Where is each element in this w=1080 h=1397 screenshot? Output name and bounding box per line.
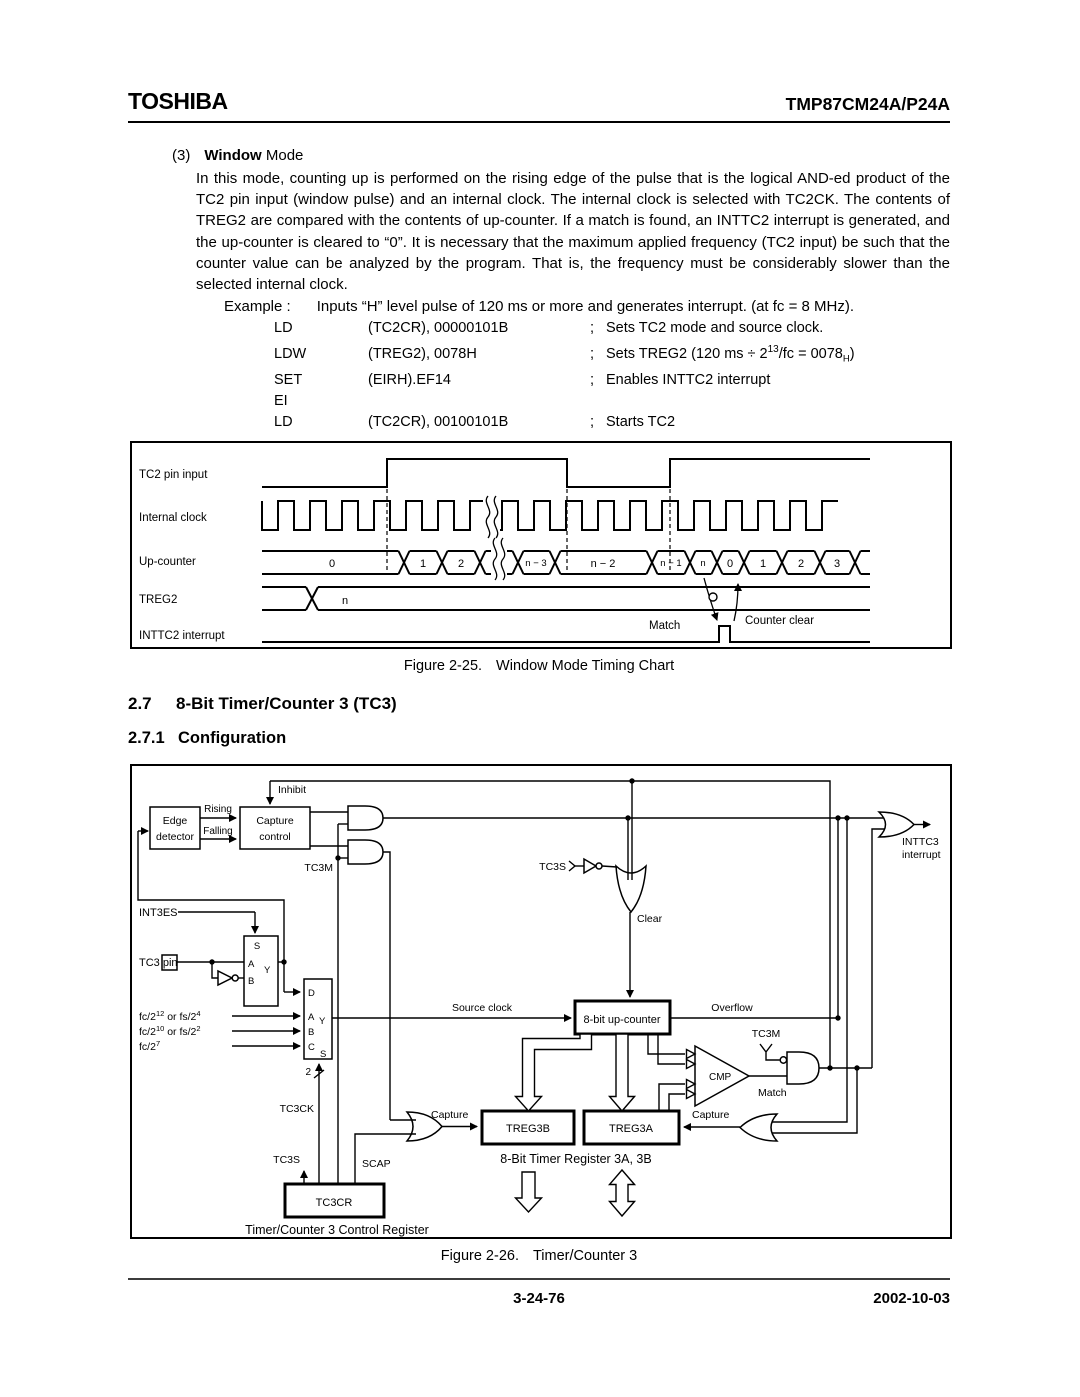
toshiba-logo: TOSHIBA [128,88,228,114]
figure-label: Figure 2-25. [403,657,483,674]
timer-register-caption: 8-Bit Timer Register 3A, 3B [500,1151,652,1166]
cmp-input-chevron [687,1049,696,1058]
subsection-number: (3) [172,147,191,164]
falling-label: Falling [203,825,233,837]
counter-value: 1 [759,557,767,570]
comment: Enables INTTC2 interrupt [606,371,771,388]
section-title: Configuration [178,728,287,747]
rising-label: Rising [204,803,232,815]
int3es-label: INT3ES [139,906,178,919]
match-label: Match [758,1086,787,1099]
capture-label: Capture [431,1108,469,1121]
mnemonic: LDW [274,346,307,363]
treg3a-label: TREG3A [608,1122,654,1135]
counter-clear-label: Counter clear [745,614,815,627]
counter-value: 2 [797,557,805,570]
tc3m-label: TC3M [304,861,333,874]
code-row [274,318,950,339]
subsection-heading-window-mode [172,147,950,164]
row-label-treg2: TREG2 [139,593,178,606]
counter-value: n − 2 [590,557,616,570]
comment-superscript: 13 [767,344,779,356]
clock-option-c: $fc/2^7$ [139,1038,161,1053]
comment-separator: ; [590,371,595,388]
subsection-title-rest: Mode [261,147,304,164]
mux2-pin-y: Y [319,1015,326,1027]
section-number: 2.7.1 [128,728,165,747]
treg2-crossover [306,585,318,612]
capture-control-label: Capture [256,814,294,827]
mux1-box [244,936,278,1006]
operand: (TC2CR), 00000101B [368,320,509,337]
section-heading-2-7 [128,694,950,714]
example-text: Inputs “H” level pulse of 120 ms or more and generates interrupt. (at fc = 8 MHz). [316,298,855,316]
treg3a-bus-arrow [610,1170,635,1216]
body-paragraph: In this mode, counting up is performed on the rising edge of the pulse that is the logical AND-ed product of the TC2 pin input (window pulse) and an internal clock. The internal clock is selected with TC2CK. The contents of TREG2 are compared with the contents of up-counter. If a match is found, an INTTC2 interrupt is generated, and the up-counter is cleared to “0”. It is necessary that the maximum applied frequency (TC2 input) be such that the counter value can be analyzed by the program. That is, the frequency must be considerably slower than the selected internal clock. [196,170,950,294]
comment-separator: ; [590,413,595,430]
inttc3-label: interrupt [902,848,941,861]
clear-or-gate [616,866,646,912]
clock-option-a: $fc/2^{12}$ or $fs/2^4$ [139,1008,201,1023]
mnemonic: LD [274,413,293,430]
match-and-gate [787,1052,819,1084]
edge-detector-label: Edge [162,814,188,827]
comment: ) [849,346,855,363]
comment: Starts TC2 [606,413,676,430]
example-line [224,296,950,317]
row-label-inttc2: INTTC2 interrupt [139,629,225,642]
comment-subscript: H [842,353,850,365]
figure-2-25 [130,441,950,649]
inttc3-or-gate [879,812,914,837]
figure-label: Figure 2-26. [440,1247,519,1264]
code-row [274,370,950,391]
counter-value: n − 3 [525,557,547,569]
source-clock-label: Source clock [451,1001,513,1014]
match-node-circle [709,593,717,601]
comment: Sets TC2 mode and source clock. [606,320,824,337]
section-heading-2-7-1 [128,729,950,748]
overflow-label: Overflow [711,1001,753,1014]
mux1-pin-y: Y [264,964,271,976]
comment: /fc = 0078 [778,346,843,363]
mux2-pin-d: D [308,987,315,999]
cmp-input-chevron [687,1079,696,1088]
figure-title: Timer/Counter 3 [532,1247,638,1264]
window-mode-timing-chart [130,441,952,649]
clear-label: Clear [637,912,663,925]
figure-title: Window Mode Timing Chart [496,657,675,674]
treg3b-bus-arrow [516,1172,542,1212]
treg2-value: n [342,594,349,607]
comment: Sets TREG2 (120 ms ÷ 2 [606,346,768,363]
mux1-pin-s: S [253,940,261,952]
tc3s-label: TC3S [273,1153,300,1166]
up-counter-label: 8-bit up-counter [583,1013,661,1026]
figure-2-25-caption [128,658,950,674]
mnemonic: EI [274,392,288,409]
row-labels [139,469,225,642]
comment-separator: ; [590,346,595,363]
mux2-pin-a: A [308,1011,315,1023]
mux1-pin-b: B [248,975,255,987]
counter-value: 0 [328,557,336,570]
mux2-pin-s: S [320,1048,327,1060]
example-label: Example : [224,298,291,316]
counter-transitions [399,549,861,576]
figure-2-26 [130,764,950,1239]
page-number: 3-24-76 [513,1290,565,1307]
cmp-input-chevron [687,1089,696,1098]
page-header [128,88,950,123]
tc3cr-label: TC3CR [315,1196,353,1209]
tc3ck-label: TC3CK [279,1102,314,1115]
diagram-labels [139,784,941,1237]
mux2-pin-c: C [308,1041,315,1053]
counter-value: n − 1 [660,557,682,569]
page-footer [128,1278,950,1307]
row-label-counter: Up-counter [139,555,196,568]
inverter-bubble [596,863,602,869]
part-number: TMP87CM24A/P24A [785,94,950,114]
inhibit-label: Inhibit [278,783,307,796]
cmp-label: CMP [709,1071,732,1083]
code-row [274,339,950,370]
section-title: 8-Bit Timer/Counter 3 (TC3) [176,693,397,713]
tc2-pin-waveform [262,459,870,487]
counter-value: 2 [457,557,465,570]
mnemonic: LD [274,320,293,337]
match-and-bubble [780,1057,786,1063]
subsection-title-bold: Window [204,147,262,164]
operand: (EIRH).EF14 [368,371,451,388]
row-label-tc2: TC2 pin input [139,468,208,481]
counter-value: n [700,557,706,569]
and-gate [348,840,383,864]
capture-label: Capture [692,1108,730,1121]
tc3-pin-label: TC3 pin [139,956,178,969]
cmp-input-chevron [687,1059,696,1068]
bus-width-label: 2 [305,1066,311,1078]
counter-value: 0 [726,557,734,570]
figure-2-26-caption [128,1248,950,1264]
mnemonic: SET [274,371,303,388]
mux2-pin-b: B [308,1026,315,1038]
tc3s-label: TC3S [539,860,566,873]
code-row [274,391,950,412]
tc3cr-caption: Timer/Counter 3 Control Register [245,1222,429,1237]
edge-detector-label: detector [156,830,194,843]
scap-label: SCAP [362,1157,391,1170]
capture-or-gate-right [740,1114,777,1141]
timer-counter3-diagram [130,764,952,1239]
section-number: 2.7 [128,693,152,713]
counter-to-treg3b-arrow [516,1034,592,1111]
operand: (TC2CR), 00100101B [368,413,509,430]
internal-clock-waveform [262,501,838,530]
clock-option-b: $fc/2^{10}$ or $fs/2^2$ [139,1023,201,1038]
treg3b-label: TREG3B [505,1122,551,1135]
inttc3-label: INTTC3 [902,835,939,848]
code-listing [274,318,950,433]
tc3m-label: TC3M [751,1027,781,1040]
operand: (TREG2), 0078H [368,346,477,363]
counter-to-treg3a-arrow [610,1034,635,1111]
inverter-gate [218,971,232,985]
counter-value: 3 [833,557,841,570]
mux1-pin-a: A [248,958,255,970]
inverter-bubble [232,975,238,981]
comment-separator: ; [590,320,595,337]
inverter-gate [584,859,596,873]
counter-value: 1 [419,557,427,570]
inttc2-waveform [262,626,870,642]
code-row [274,412,950,433]
capture-control-label: control [259,830,291,843]
row-label-clock: Internal clock [139,511,207,524]
match-label: Match [649,619,681,632]
and-gate [348,806,383,830]
footer-date: 2002-10-03 [873,1290,950,1307]
